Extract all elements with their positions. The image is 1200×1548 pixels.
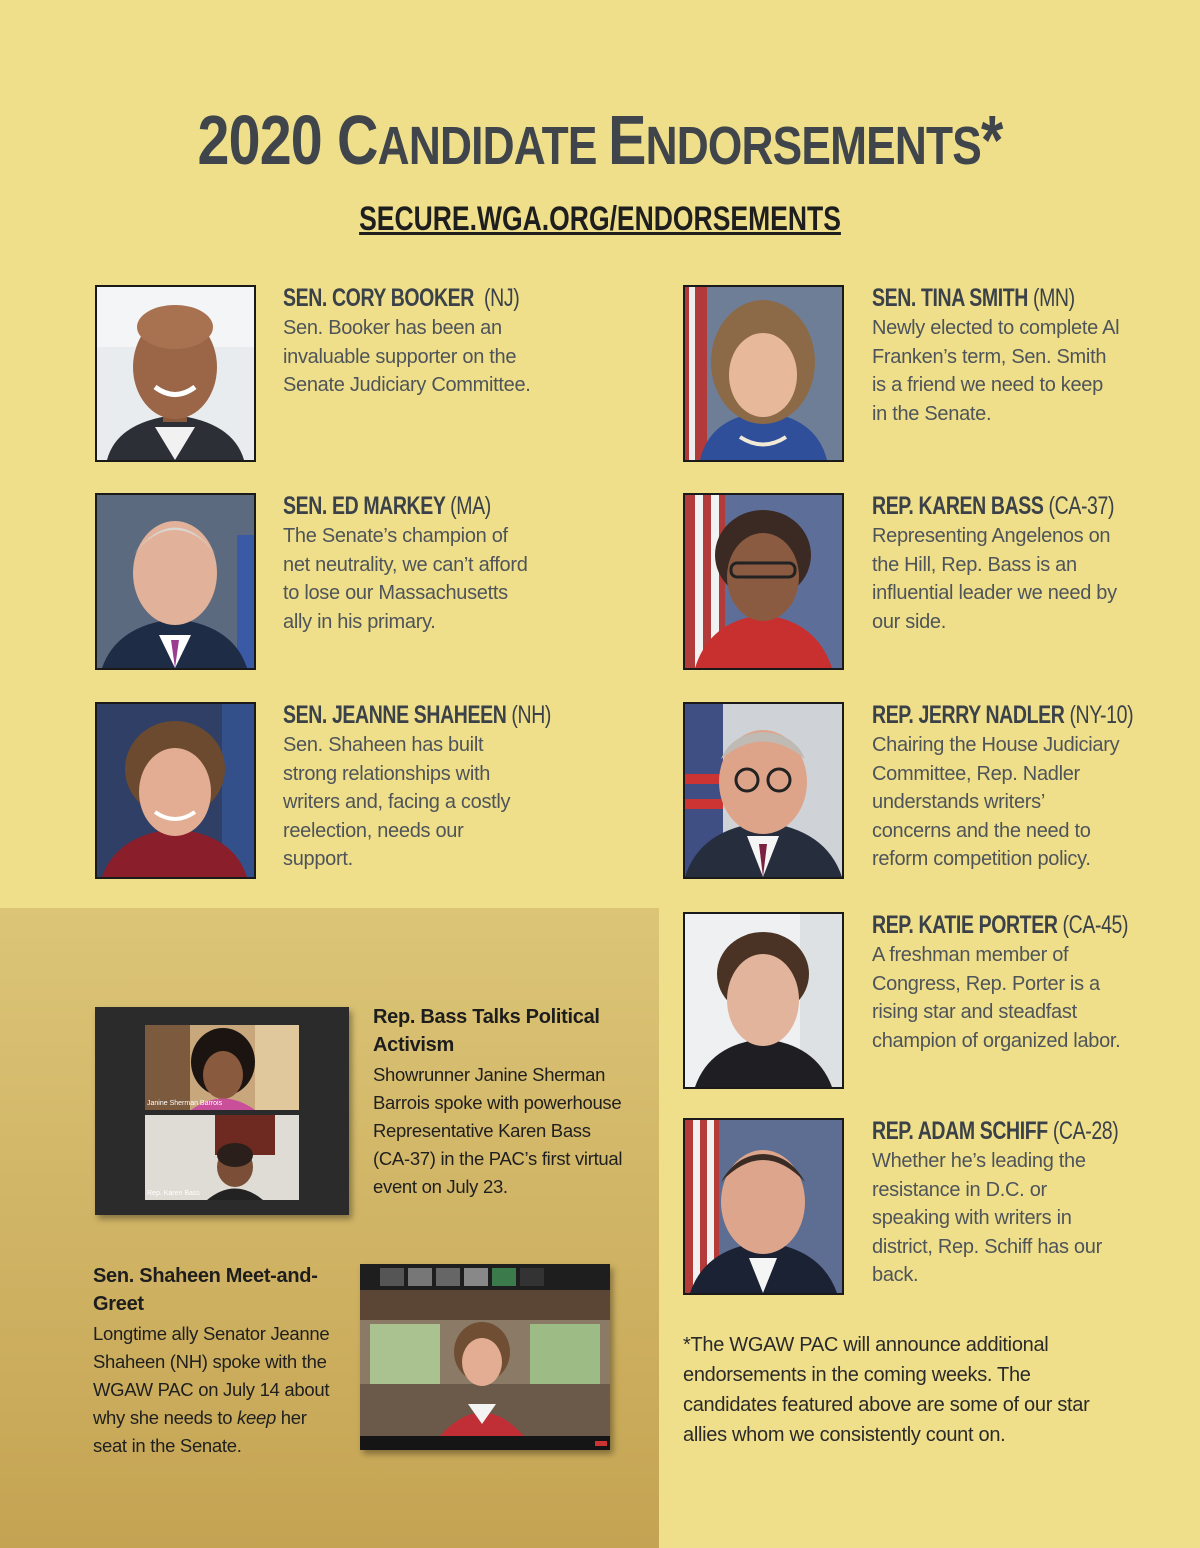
footnote: *The WGAW PAC will announce additional endorsements in the coming weeks. The candidates featured above are some of our star allies whom we consistently count on. — [683, 1334, 1090, 1446]
candidate-porter — [872, 910, 1129, 1055]
porter-photo — [683, 912, 844, 1089]
candidate-description: Sen. Shaheen has built strong relationships with writers and, facing a costly reelection, needs our support. — [283, 734, 511, 870]
video-caption-top: Janine Sherman Barrois — [147, 1100, 223, 1107]
event-description: Longtime ally Senator Jeanne Shaheen (NH) spoke with the WGAW PAC on July 14 about why she needs to keep her seat in the Senate. — [93, 1323, 330, 1456]
nadler-photo — [683, 702, 844, 879]
candidate-bass — [872, 491, 1122, 636]
candidate-description: Newly elected to complete Al Franken’s term, Sen. Smith is a friend we need to keep in the Senate. — [872, 317, 1120, 425]
page-title: 2020 CANDIDATE ENDORSEMENTS* — [197, 101, 1003, 179]
candidate-name: REP. KATIE PORTER (CA-45) — [872, 911, 1129, 939]
smith-photo — [683, 285, 844, 462]
candidate-name: REP. KAREN BASS (CA-37) — [872, 492, 1115, 520]
bass-photo — [683, 493, 844, 670]
schiff-photo — [683, 1118, 844, 1295]
bass-event — [373, 1003, 623, 1201]
bass-event-screenshot — [95, 1007, 349, 1215]
candidate-description: Sen. Booker has been an invaluable supporter on the Senate Judiciary Committee. — [283, 317, 531, 396]
endorsements-link[interactable]: SECURE.WGA.ORG/ENDORSEMENTS — [359, 200, 841, 238]
candidate-name: SEN. ED MARKEY (MA) — [283, 492, 491, 520]
candidate-schiff — [872, 1116, 1122, 1290]
candidate-description: Representing Angelenos on the Hill, Rep. Bass is an influential leader we need by our side. — [872, 525, 1117, 633]
candidate-markey — [283, 491, 533, 636]
candidate-description: Chairing the House Judiciary Committee, Rep. Nadler understands writers’ concerns and the need to reform competition policy. — [872, 734, 1120, 870]
candidate-name: SEN. TINA SMITH (MN) — [872, 284, 1075, 312]
event-description: Showrunner Janine Sherman Barrois spoke with powerhouse Representative Karen Bass (CA-37) in the PAC’s first virtual event on July 23. — [373, 1064, 623, 1197]
candidate-nadler — [872, 700, 1134, 874]
event-title: Rep. Bass Talks Political Activism — [373, 1006, 600, 1056]
shaheen-photo — [95, 702, 256, 879]
candidate-description: Whether he’s leading the resistance in D.C. or speaking with writers in district, Rep. Schiff has our back. — [872, 1150, 1102, 1286]
candidate-description: The Senate’s champion of net neutrality, we can’t afford to lose our Massachusetts ally in his primary. — [283, 525, 528, 633]
markey-photo — [95, 493, 256, 670]
video-caption-bottom: Rep. Karen Bass — [147, 1190, 200, 1197]
candidate-description: A freshman member of Congress, Rep. Porter is a rising star and steadfast champion of organized labor. — [872, 944, 1121, 1052]
shaheen-event-screenshot — [360, 1264, 610, 1450]
booker-photo — [95, 285, 256, 462]
candidate-name: SEN. CORY BOOKER (NJ) — [283, 284, 520, 312]
candidate-booker — [283, 283, 533, 400]
candidate-name: REP. JERRY NADLER (NY-10) — [872, 701, 1134, 729]
candidate-name: REP. ADAM SCHIFF (CA-28) — [872, 1117, 1119, 1145]
candidate-shaheen — [283, 700, 552, 874]
candidate-smith — [872, 283, 1122, 428]
candidate-name: SEN. JEANNE SHAHEEN (NH) — [283, 701, 552, 729]
shaheen-event — [93, 1262, 343, 1460]
event-title: Sen. Shaheen Meet-and-Greet — [93, 1265, 318, 1315]
